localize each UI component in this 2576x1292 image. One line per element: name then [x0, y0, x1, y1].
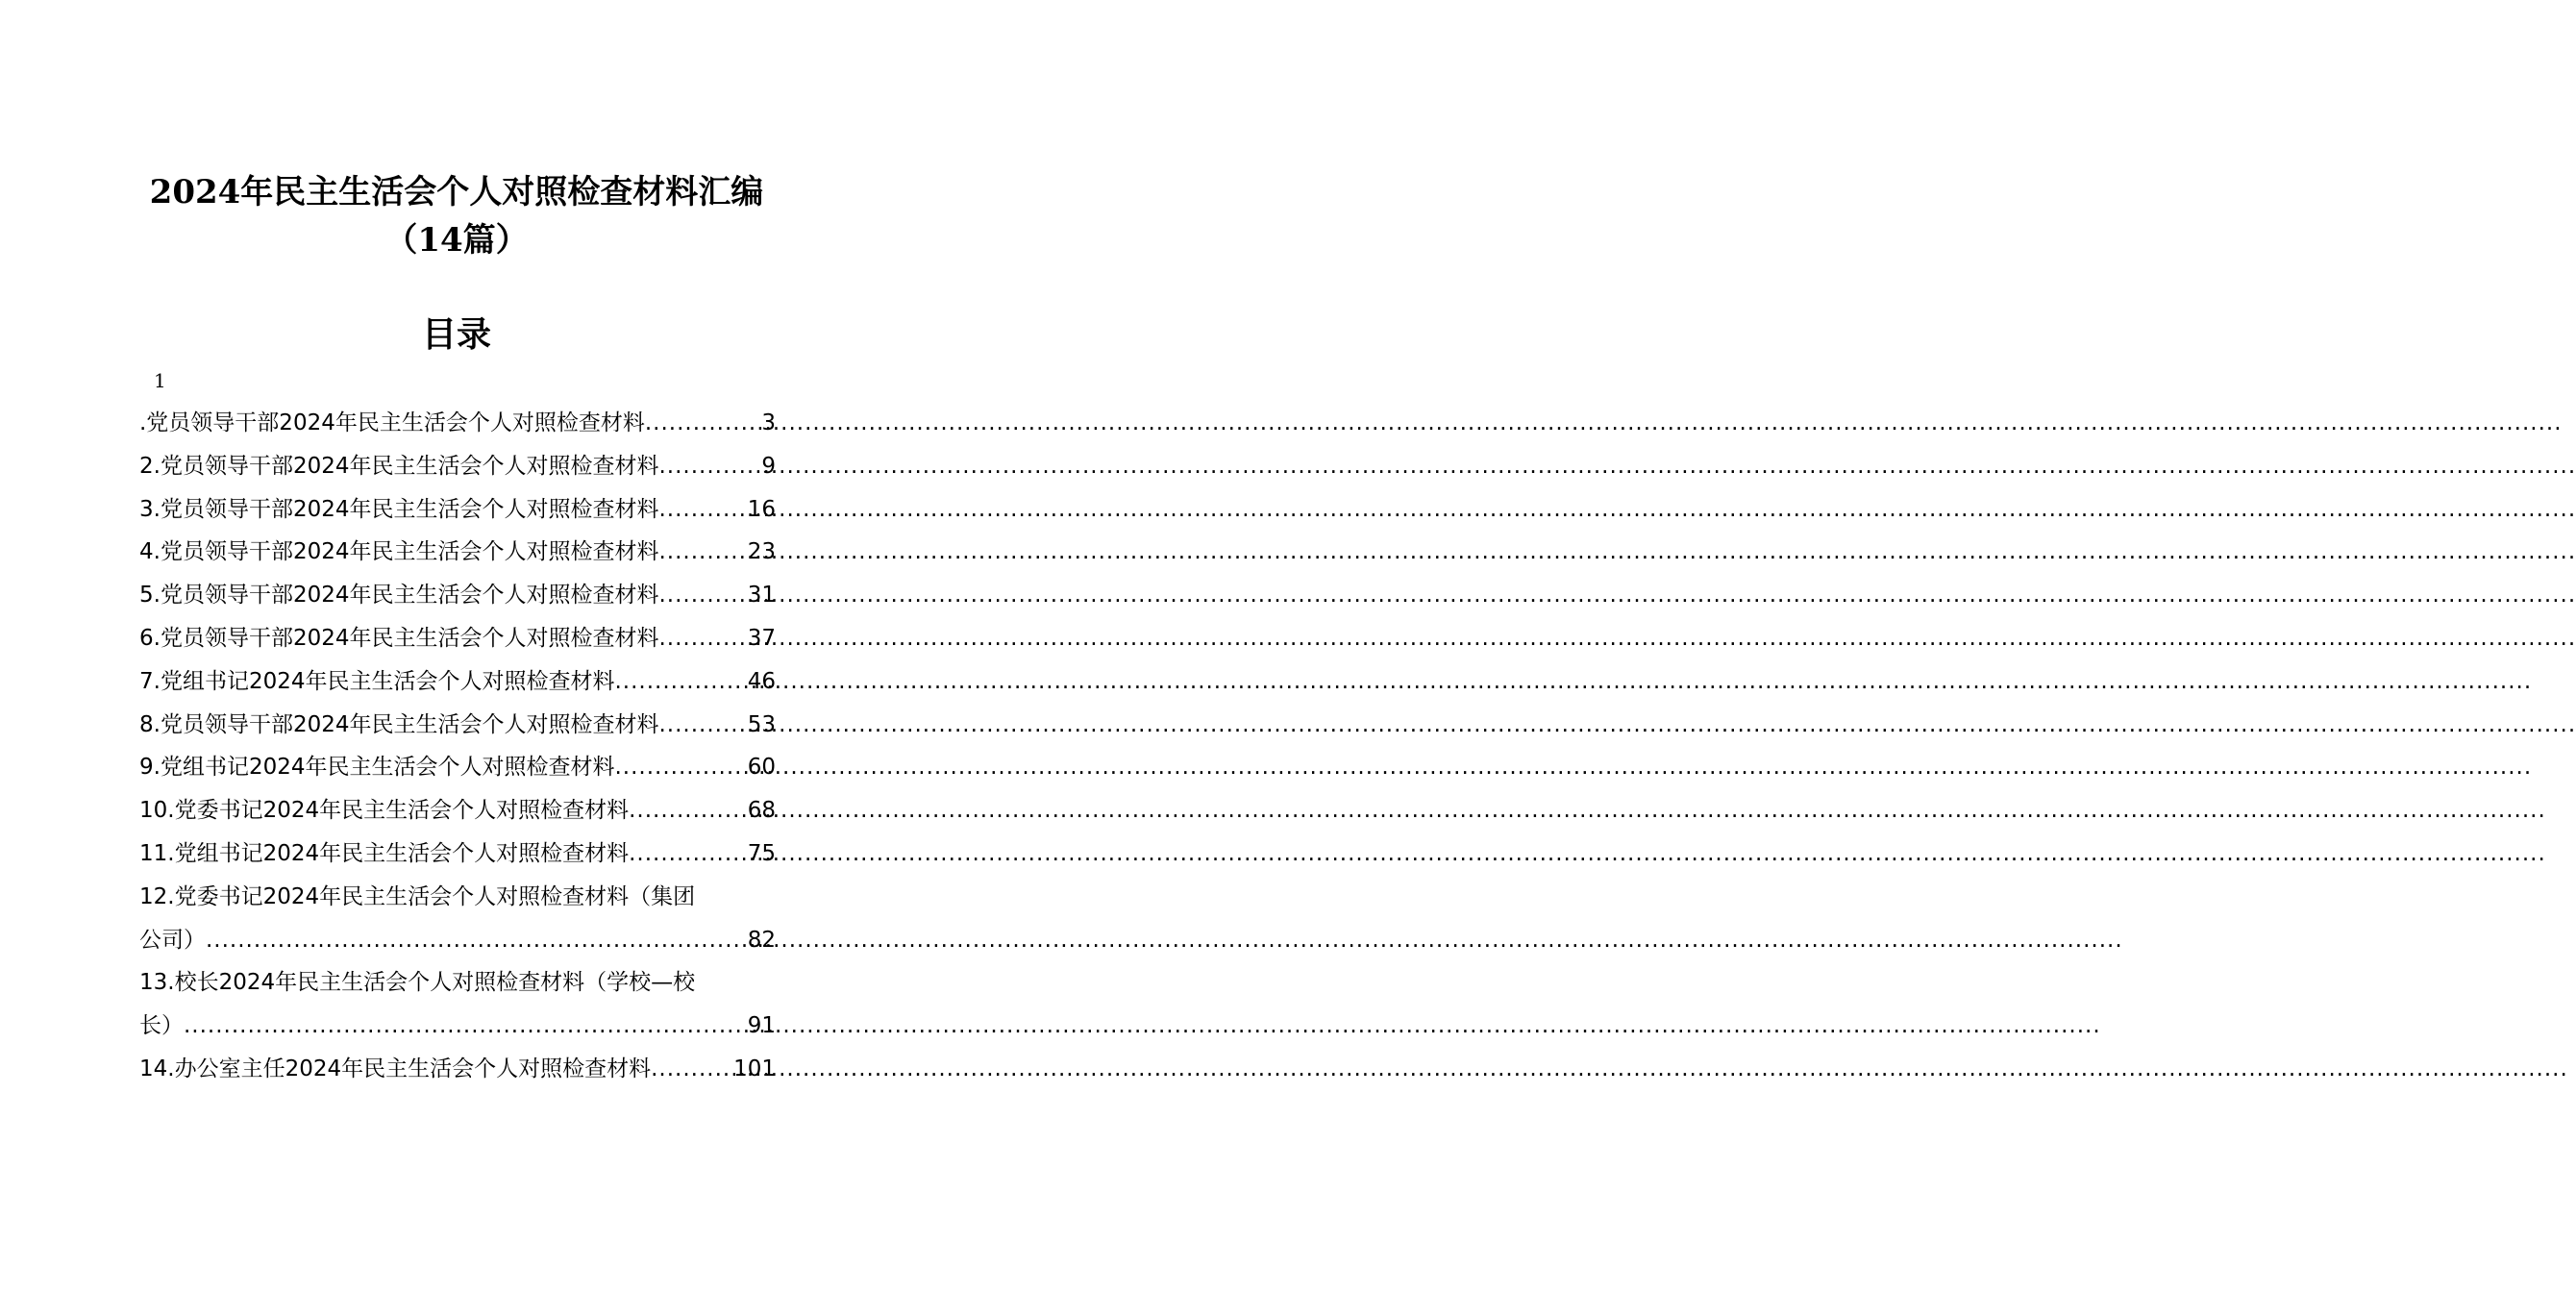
toc-leader	[658, 531, 745, 574]
toc-entry[interactable]	[139, 961, 776, 1005]
document-subtitle: （14篇）	[384, 221, 529, 260]
toc-entry-page: 82	[747, 927, 776, 953]
toc-entry-page: 16	[747, 496, 776, 522]
toc-entry-page: 60	[747, 755, 776, 781]
toc-entry[interactable]	[139, 876, 776, 919]
toc-entry-label: 14.办公室主任2024年民主生活会个人对照检查材料	[139, 1056, 652, 1081]
toc-entry-label: 3.党员领导干部2024年民主生活会个人对照检查材料	[139, 496, 659, 522]
toc-entry-label: 12.党委书记2024年民主生活会个人对照检查材料（集团	[139, 883, 696, 909]
toc-entry-label: 6.党员领导干部2024年民主生活会个人对照检查材料	[139, 625, 659, 651]
toc-entry[interactable]	[139, 531, 776, 574]
toc-entry-page: 46	[747, 668, 776, 694]
toc-entry[interactable]	[139, 445, 776, 488]
toc-entry-label: .党员领导干部2024年民主生活会个人对照检查材料	[139, 410, 645, 435]
toc-entry-continuation[interactable]	[139, 919, 776, 962]
toc-entry-page: 68	[747, 798, 776, 824]
toc-entry-page: 101	[733, 1056, 776, 1081]
toc-heading: 目录	[421, 314, 491, 355]
toc-entry-label: 5.党员领导干部2024年民主生活会个人对照检查材料	[139, 583, 659, 609]
toc-leader	[658, 488, 745, 532]
document-title: 2024年民主生活会个人对照检查材料汇编	[149, 173, 764, 211]
toc-entry-continuation[interactable]	[139, 1005, 776, 1048]
toc-leader	[658, 445, 759, 488]
toc-leader	[645, 402, 760, 445]
toc-entry-label: 7.党组书记2024年民主生活会个人对照检查材料	[139, 668, 615, 694]
toc-leader	[658, 617, 745, 660]
document-page	[0, 0, 913, 1292]
toc-entry-page: 75	[747, 840, 776, 866]
table-of-contents	[139, 402, 776, 1091]
toc-entry-page: 3	[761, 410, 776, 435]
toc-entry-label: 9.党组书记2024年民主生活会个人对照检查材料	[139, 755, 615, 781]
toc-entry[interactable]	[139, 617, 776, 660]
toc-entry-page: 31	[747, 583, 776, 609]
toc-entry-page: 23	[747, 539, 776, 565]
toc-entry[interactable]	[139, 660, 776, 704]
toc-entry-page: 9	[761, 453, 776, 479]
toc-entry-label: 长）	[139, 1013, 184, 1039]
toc-entry[interactable]	[139, 488, 776, 532]
toc-leader	[651, 1048, 731, 1091]
toc-leader	[614, 746, 745, 789]
toc-entry[interactable]	[139, 789, 776, 832]
toc-leader	[614, 660, 745, 704]
toc-entry[interactable]	[139, 704, 776, 747]
toc-leader	[629, 832, 746, 876]
toc-entry-label: 11.党组书记2024年民主生活会个人对照检查材料	[139, 840, 630, 866]
toc-entry-label: 公司）	[139, 927, 206, 953]
toc-entry-label: 13.校长2024年民主生活会个人对照检查材料（学校—校	[139, 970, 696, 996]
toc-stray-number: 1	[154, 369, 166, 392]
toc-entry-label: 2.党员领导干部2024年民主生活会个人对照检查材料	[139, 453, 659, 479]
toc-entry-label: 8.党员领导干部2024年民主生活会个人对照检查材料	[139, 711, 659, 737]
toc-leader	[184, 1005, 746, 1048]
toc-entry[interactable]	[139, 574, 776, 617]
toc-entry-page: 91	[747, 1013, 776, 1039]
toc-entry-label: 4.党员领导干部2024年民主生活会个人对照检查材料	[139, 539, 659, 565]
toc-leader	[658, 704, 745, 747]
toc-entry-page: 53	[747, 711, 776, 737]
toc-entry[interactable]	[139, 832, 776, 876]
toc-entry[interactable]	[139, 746, 776, 789]
toc-leader	[206, 919, 746, 962]
toc-entry[interactable]	[139, 402, 776, 445]
toc-entry[interactable]	[139, 1048, 776, 1091]
toc-entry-page: 37	[747, 625, 776, 651]
toc-leader	[629, 789, 746, 832]
toc-leader	[658, 574, 745, 617]
toc-entry-label: 10.党委书记2024年民主生活会个人对照检查材料	[139, 798, 630, 824]
